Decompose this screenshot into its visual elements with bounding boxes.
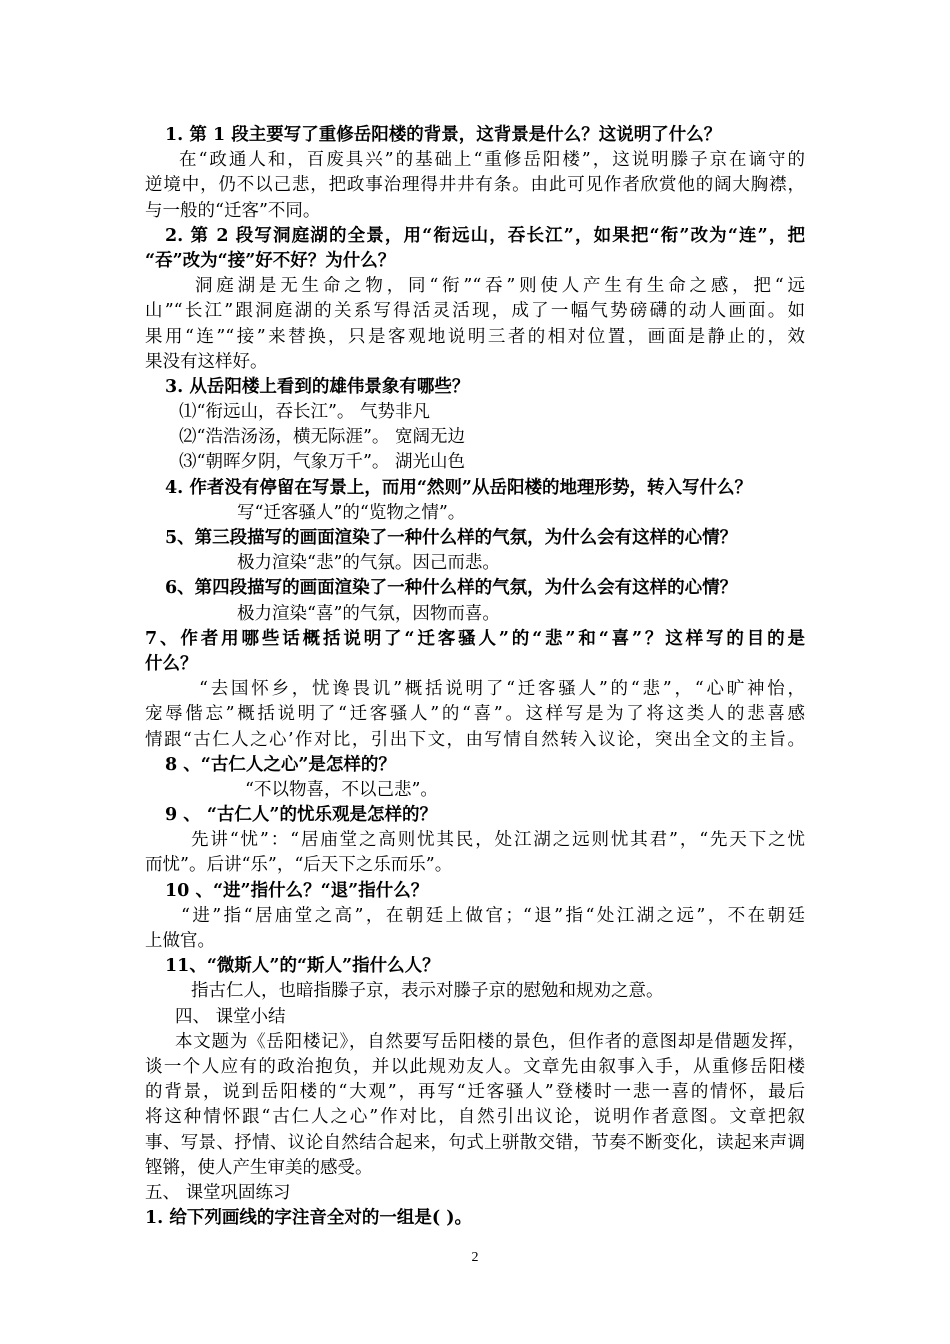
summary-line-6: 铿锵，使人产生审美的感受。 <box>145 1157 373 1178</box>
answer-7-line-1: “去国怀乡，忧谗畏讥”概括说明了“迁客骚人”的“悲”，“心旷神怡， <box>199 679 805 700</box>
section-heading-summary: 四、 课堂小结 <box>175 1006 286 1027</box>
answer-2-line-3: 果用“连”“接”来替换，只是客观地说明三者的相对位置，画面是静止的，效 <box>145 326 805 347</box>
answer-2-line-2: 山”“长江”跟洞庭湖的关系写得活灵活现，成了一幅气势磅礴的动人画面。如 <box>145 301 805 322</box>
answer-3-item-1: ⑴“衔远山，吞长江”。 气势非凡 <box>179 402 430 423</box>
summary-line-1: 本文题为《岳阳楼记》，自然要写岳阳楼的景色，但作者的意图却是借题发挥， <box>175 1031 805 1052</box>
question-2-line-1: 2. 第 2 段写洞庭湖的全景，用“衔远山，吞长江”，如果把“衔”改为“连”，把 <box>165 225 805 246</box>
question-1: 1. 第 1 段主要写了重修岳阳楼的背景，这背景是什么？这说明了什么？ <box>165 125 722 145</box>
answer-10-line-1: “进”指“居庙堂之高”，在朝廷上做官；“退”指“处江湖之远”，不在朝廷 <box>181 905 805 926</box>
summary-line-5: 事、写景、抒情、议论自然结合起来，句式上骈散交错，节奏不断变化，读起来声调 <box>145 1132 805 1153</box>
answer-9-line-2: 而忧”。后讲“乐”，“后天下之乐而乐”。 <box>145 855 453 876</box>
answer-3-item-2: ⑵“浩浩汤汤，横无际涯”。 宽阔无边 <box>179 427 465 448</box>
question-7-line-1: 7、作者用哪些话概括说明了“迁客骚人”的“悲”和“喜”？这样写的目的是 <box>145 628 805 649</box>
practice-question-1: 1. 给下列画线的字注音全对的一组是( )。 <box>145 1208 473 1229</box>
answer-5: 极力渲染“悲”的气氛。因己而悲。 <box>237 553 500 574</box>
question-7-line-2: 什么？ <box>145 653 198 674</box>
answer-10-line-2: 上做官。 <box>145 931 215 951</box>
section-heading-practice: 五、 课堂巩固练习 <box>145 1182 291 1203</box>
answer-2-line-4: 果没有这样好。 <box>145 351 268 372</box>
question-4: 4. 作者没有停留在写景上，而用“然则”从岳阳楼的地理形势，转入写什么？ <box>165 477 752 498</box>
question-3: 3. 从岳阳楼上看到的雄伟景象有哪些？ <box>165 376 470 397</box>
summary-line-4: 将这种情怀跟“古仁人之心”作对比，自然引出议论，说明作者意图。文章把叙 <box>145 1107 805 1128</box>
question-9: 9 、 “古仁人”的忧乐观是怎样的？ <box>165 805 437 826</box>
answer-1-line-1: 在“政通人和，百废具兴”的基础上“重修岳阳楼”，这说明滕子京在谪守的 <box>179 150 805 171</box>
answer-1-line-2: 逆境中，仍不以己悲，把政事治理得井井有条。由此可见作者欣赏他的阔大胸襟， <box>145 175 805 196</box>
summary-line-3: 的背景，说到岳阳楼的“大观”，再写“迁客骚人”登楼时一悲一喜的情怀，最后 <box>145 1082 805 1103</box>
summary-line-2: 谈一个人应有的政治抱负，并以此规劝友人。文章先由叙事入手，从重修岳阳楼 <box>145 1056 805 1077</box>
question-11: 11、“微斯人”的“斯人”指什么人？ <box>165 956 440 977</box>
answer-8: “不以物喜，不以己悲”。 <box>245 779 438 800</box>
answer-4: 写“迁客骚人”的“览物之情”。 <box>237 502 466 523</box>
question-8: 8 、“古仁人之心”是怎样的？ <box>165 754 396 775</box>
answer-6: 极力渲染“喜”的气氛，因物而喜。 <box>237 603 500 624</box>
answer-2-line-1: 洞庭湖是无生命之物，同“衔”“吞”则使人产生有生命之感，把“远 <box>195 276 805 297</box>
answer-9-line-1: 先讲“忧”：“居庙堂之高则忧其民，处江湖之远则忧其君”，“先天下之忧 <box>191 830 805 851</box>
question-10: 10 、“进”指什么？“退”指什么？ <box>165 880 429 901</box>
answer-11: 指古仁人，也暗指滕子京，表示对滕子京的慰勉和规劝之意。 <box>191 981 664 1002</box>
page-body <box>145 123 805 1231</box>
question-5: 5、第三段描写的画面渲染了一种什么样的气氛，为什么会有这样的心情？ <box>165 528 738 548</box>
answer-3-item-3: ⑶“朝晖夕阴，气象万千”。 湖光山色 <box>179 452 465 473</box>
answer-7-line-3: 情跟“古仁人之心’作对比，引出下文，由写情自然转入议论，突出全文的主旨。 <box>145 729 805 750</box>
answer-7-line-2: 宠辱偕忘”概括说明了“迁客骚人”的“喜”。这样写是为了将这类人的悲喜感 <box>145 704 805 725</box>
question-6: 6、第四段描写的画面渲染了一种什么样的气氛，为什么会有这样的心情？ <box>165 578 738 599</box>
answer-1-line-3: 与一般的“迁客”不同。 <box>145 200 321 221</box>
page-number: 2 <box>471 1250 479 1265</box>
question-2-line-2: “吞”改为“接”好不好？为什么？ <box>145 250 396 271</box>
